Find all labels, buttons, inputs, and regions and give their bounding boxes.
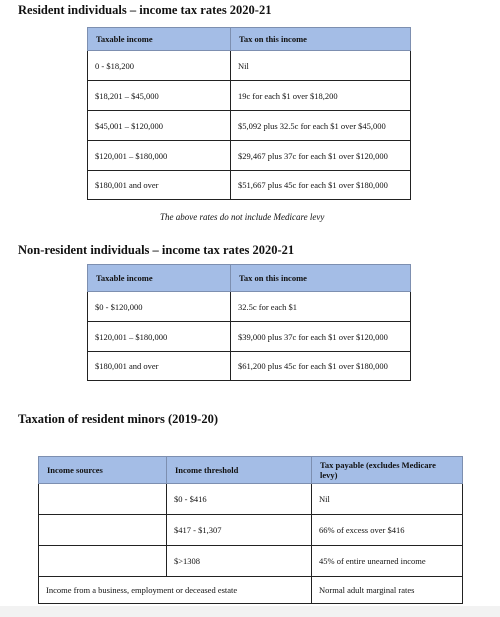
threshold-cell: $0 - $416 [167, 484, 312, 515]
tax-amount-cell: 19c for each $1 over $18,200 [231, 81, 411, 111]
table-row [39, 546, 463, 577]
table-header-row [88, 265, 411, 292]
income-range-cell: $18,201 – $45,000 [88, 81, 231, 111]
page-bottom-edge [0, 606, 500, 617]
income-range-cell: $0 - $120,000 [88, 292, 231, 322]
table-row [88, 141, 411, 171]
tax-amount-cell: $29,467 plus 37c for each $1 over $120,000 [231, 141, 411, 171]
threshold-cell: $417 - $1,307 [167, 515, 312, 546]
column-header-tax: Tax on this income [231, 265, 411, 292]
table-row [88, 322, 411, 352]
table-row [88, 81, 411, 111]
tax-payable-cell: 66% of excess over $416 [312, 515, 463, 546]
table-row [88, 171, 411, 200]
table-row [39, 577, 463, 604]
table-row [88, 352, 411, 381]
income-range-cell: $120,001 – $180,000 [88, 322, 231, 352]
table-row [88, 292, 411, 322]
income-range-cell: $180,001 and over [88, 352, 231, 381]
income-source-cell: Income from a business, employment or deceased estate [39, 577, 312, 604]
column-header-income-sources: Income sources [39, 457, 167, 484]
income-range-cell: $45,001 – $120,000 [88, 111, 231, 141]
income-source-cell [39, 515, 167, 546]
nonresident-heading: Non-resident individuals – income tax rates 2020-21 [18, 243, 295, 257]
table-row [88, 111, 411, 141]
column-header-income-threshold: Income threshold [167, 457, 312, 484]
column-header-taxable-income: Taxable income [88, 265, 231, 292]
minors-heading: Taxation of resident minors (2019-20) [18, 412, 218, 426]
tax-payable-cell: Nil [312, 484, 463, 515]
tax-amount-cell: 32.5c for each $1 [231, 292, 411, 322]
tax-payable-cell: Normal adult marginal rates [312, 577, 463, 604]
income-range-cell: $120,001 – $180,000 [88, 141, 231, 171]
tax-amount-cell: $39,000 plus 37c for each $1 over $120,000 [231, 322, 411, 352]
nonresident-tax-table [87, 264, 411, 381]
table-row [88, 51, 411, 81]
tax-amount-cell: $51,667 plus 45c for each $1 over $180,000 [231, 171, 411, 200]
resident-tax-table [87, 27, 411, 200]
minors-tax-table [38, 456, 463, 604]
table-row [39, 515, 463, 546]
income-source-cell [39, 484, 167, 515]
column-header-tax-payable: Tax payable (excludes Medicare levy) [312, 457, 463, 484]
column-header-taxable-income: Taxable income [88, 28, 231, 51]
tax-payable-cell: 45% of entire unearned income [312, 546, 463, 577]
resident-heading: Resident individuals – income tax rates 2020-21 [18, 3, 272, 17]
income-range-cell: $180,001 and over [88, 171, 231, 200]
tax-amount-cell: $61,200 plus 45c for each $1 over $180,000 [231, 352, 411, 381]
column-header-tax: Tax on this income [231, 28, 411, 51]
threshold-cell: $>1308 [167, 546, 312, 577]
income-source-cell [39, 546, 167, 577]
table-header-row [88, 28, 411, 51]
income-range-cell: 0 - $18,200 [88, 51, 231, 81]
medicare-levy-note: The above rates do not include Medicare levy [160, 212, 325, 222]
tax-amount-cell: Nil [231, 51, 411, 81]
table-header-row [39, 457, 463, 484]
tax-amount-cell: $5,092 plus 32.5c for each $1 over $45,000 [231, 111, 411, 141]
table-row [39, 484, 463, 515]
